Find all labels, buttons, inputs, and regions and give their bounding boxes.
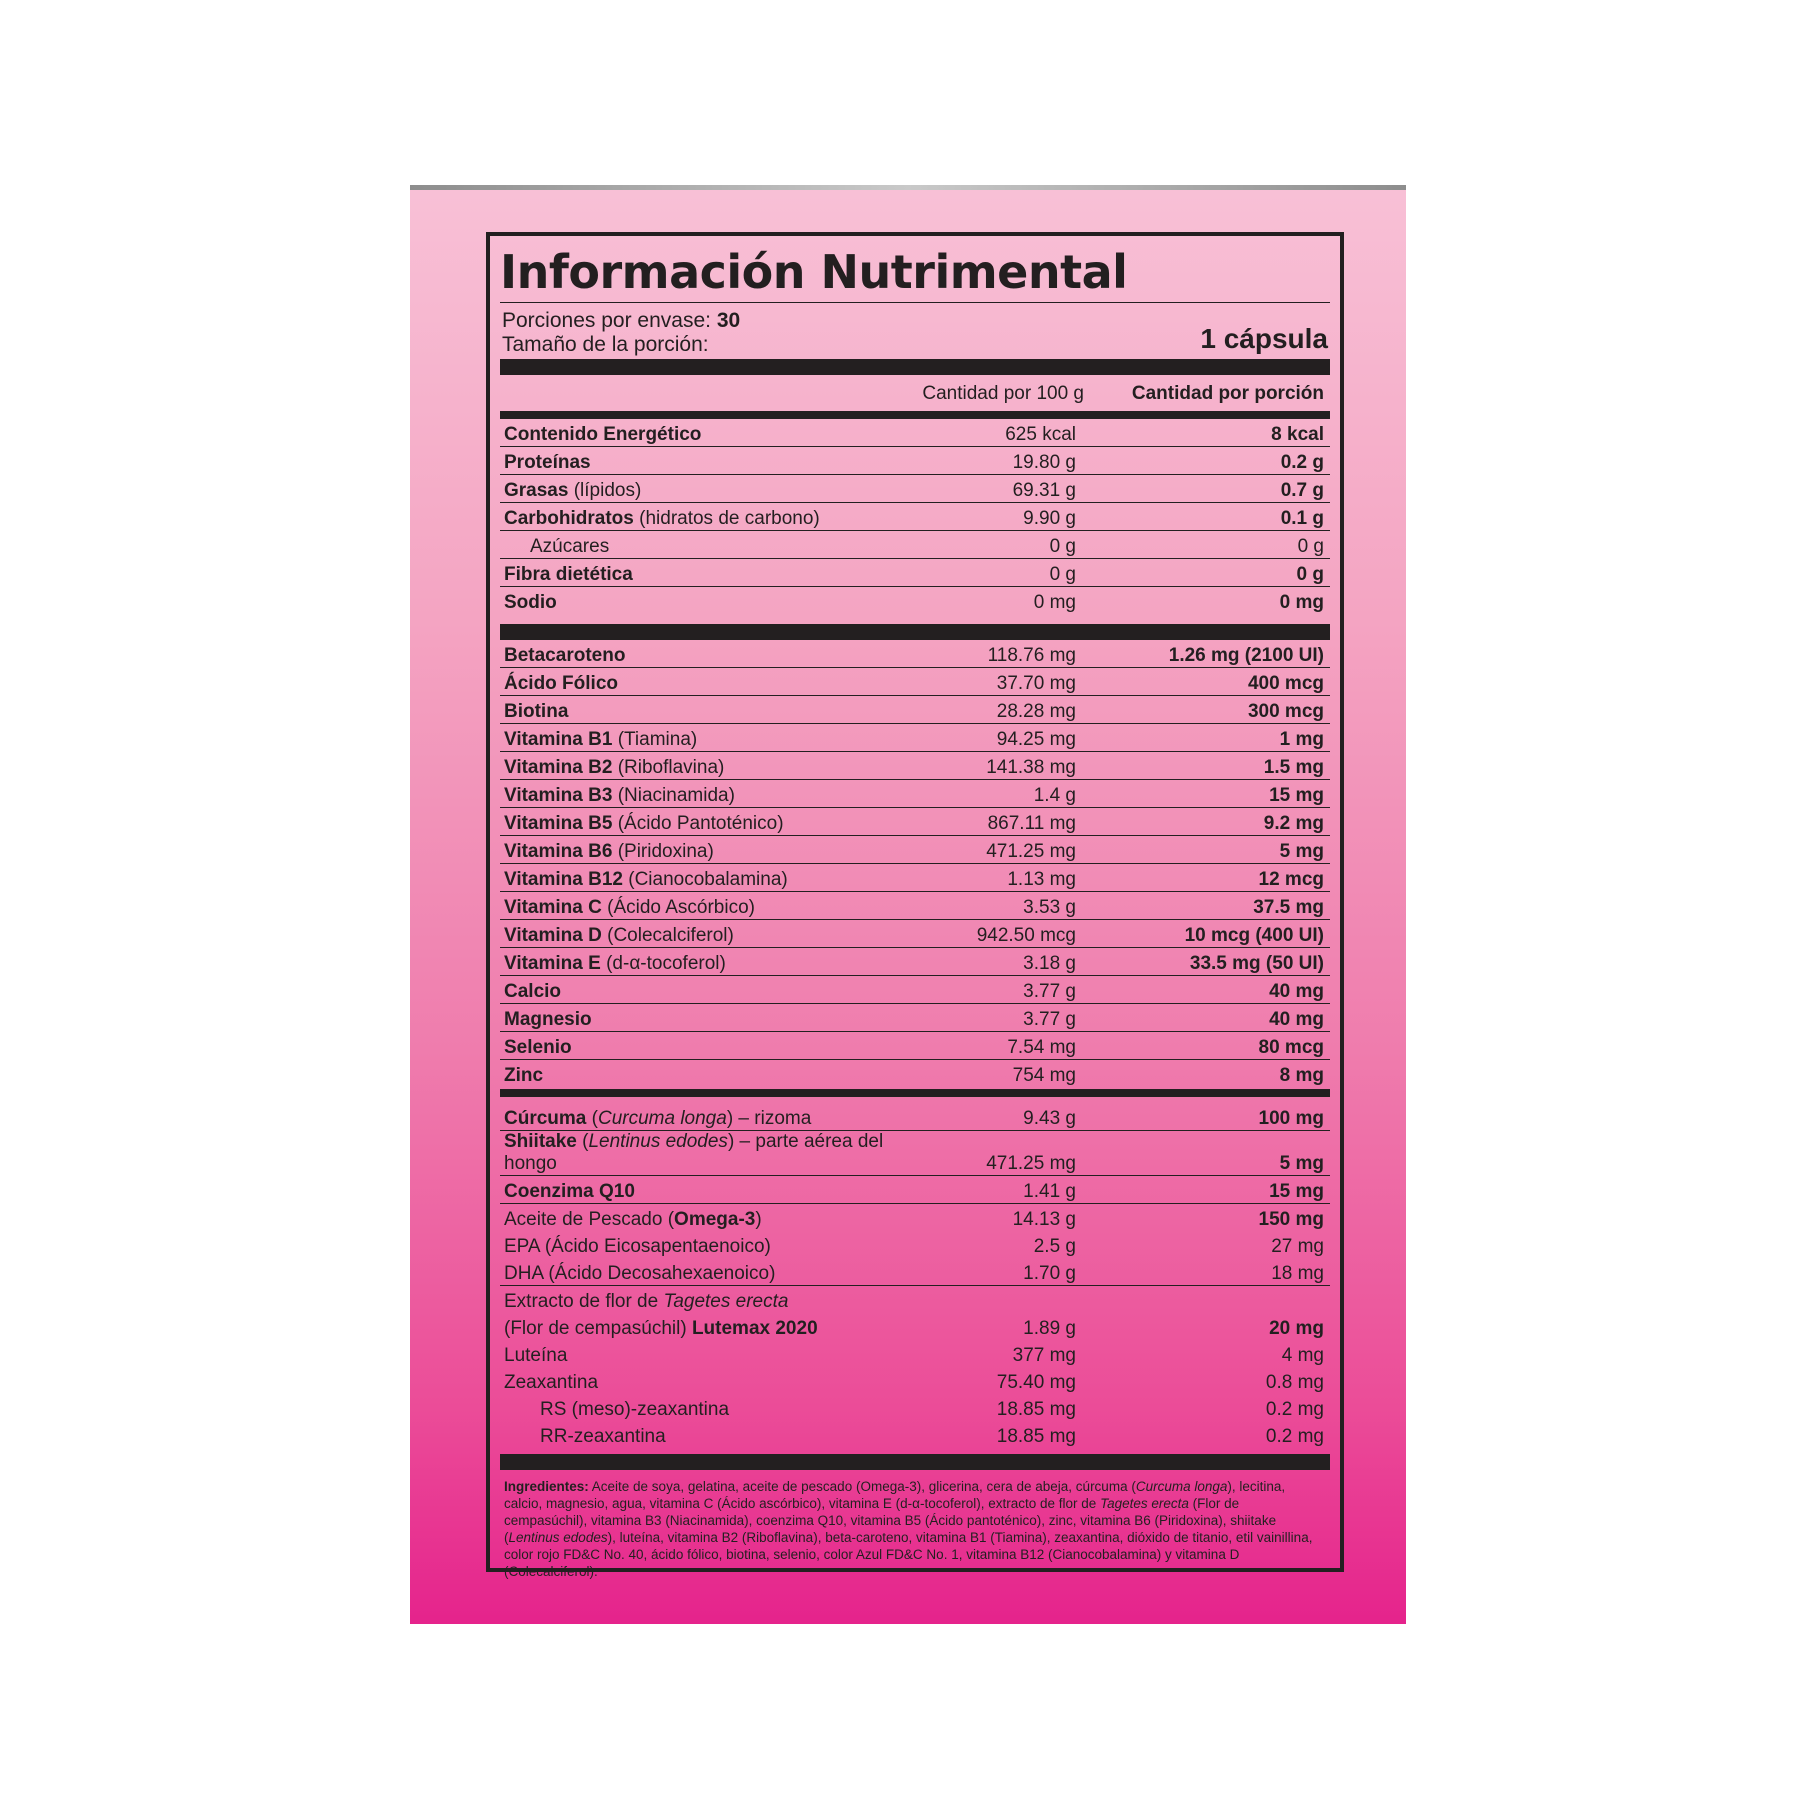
- others-name-cell: [500, 1421, 936, 1448]
- macros-name-cell: [500, 503, 936, 531]
- nutrient-name-bold: Magnesio: [504, 1009, 592, 1030]
- micros-row: [500, 976, 1330, 1004]
- macros-row: [500, 531, 1330, 559]
- micros-serving-cell: 10 mcg (400 UI): [1096, 920, 1330, 948]
- others-per100-cell: 75.40 mg: [996, 1372, 1076, 1393]
- micros-row: [500, 836, 1330, 864]
- column-header-per-100g: Cantidad por 100 g: [922, 383, 1084, 404]
- nutrient-name-detail: (Piridoxina): [612, 841, 714, 862]
- nutrient-name-detail: (Ácido Ascórbico): [601, 897, 755, 918]
- nutrient-name-text: RS (meso)-zeaxantina: [540, 1399, 730, 1420]
- micros-row: [500, 1004, 1330, 1032]
- nutrient-name-bold: Coenzima Q10: [504, 1181, 635, 1202]
- micros-serving-cell: 80 mcg: [1096, 1032, 1330, 1060]
- others-serving-cell: 0.2 mg: [1265, 1426, 1324, 1447]
- macros-name-cell: [500, 587, 936, 615]
- nutrient-name-bold: Betacaroteno: [504, 645, 626, 666]
- nutrient-name-text: Aceite de Pescado (: [504, 1209, 675, 1230]
- micros-serving-cell: 1.5 mg: [1096, 752, 1330, 780]
- nutrient-name-text: Zeaxantina: [504, 1372, 599, 1393]
- others-per100-cell: 18.85 mg: [996, 1399, 1076, 1420]
- micros-serving-cell: 5 mg: [1096, 836, 1330, 864]
- others-serving-cell: 4 mg: [1281, 1345, 1324, 1366]
- others-per100-cell: [936, 1286, 1096, 1314]
- others-per100-cell: 377 mg: [1012, 1345, 1076, 1366]
- nutrient-name-detail: (lípidos): [568, 480, 642, 501]
- thick-divider: [500, 359, 1330, 375]
- others-row: [500, 1103, 1330, 1131]
- nutrient-name-bold: Selenio: [504, 1037, 572, 1058]
- macros-name-cell: [500, 559, 936, 587]
- nutrient-name-bold: Contenido Energético: [504, 424, 702, 445]
- micros-per100-cell: 3.53 g: [936, 892, 1096, 920]
- macros-name-cell: [500, 475, 936, 503]
- others-name-cell: [500, 1286, 936, 1314]
- ingredient-text: ), lecitina, calcio, magnesio, agua, vitamina C (Ácido ascórbico), vitamina E (d-α-tocoferol), extracto de flor de: [504, 1479, 1286, 1511]
- nutrient-name-text: (Flor de cempasúchil): [504, 1318, 692, 1339]
- servings-per-container: [502, 309, 740, 333]
- others-name-cell: [500, 1204, 936, 1232]
- micros-name-cell: [500, 836, 936, 864]
- nutrient-name-text: Extracto de flor de: [504, 1291, 664, 1312]
- micros-serving-cell: 15 mg: [1096, 780, 1330, 808]
- micros-serving-cell: 40 mg: [1096, 1004, 1330, 1032]
- ingredient-italic: Curcuma longa: [1135, 1479, 1228, 1494]
- nutrient-name-bold: Vitamina E: [504, 953, 601, 974]
- micros-row: [500, 724, 1330, 752]
- macros-serving-cell: 8 kcal: [1096, 419, 1330, 447]
- micros-name-cell: [500, 976, 936, 1004]
- micros-row: [500, 696, 1330, 724]
- nutrient-name-text: EPA (Ácido Eicosapentaenoico): [504, 1236, 771, 1257]
- micros-name-cell: [500, 1032, 936, 1060]
- macros-row: [500, 503, 1330, 531]
- micros-name-cell: [500, 892, 936, 920]
- nutrient-name-bold: Lutemax 2020: [691, 1318, 818, 1339]
- others-serving-cell: [1096, 1286, 1330, 1314]
- nutrient-name-italic: Tagetes erecta: [663, 1291, 789, 1312]
- macros-per100-cell: 19.80 g: [936, 447, 1096, 475]
- package-panel: [410, 190, 1406, 1624]
- micros-per100-cell: 471.25 mg: [936, 836, 1096, 864]
- ingredient-italic: Lentinus edodes: [508, 1530, 608, 1545]
- micros-name-cell: [500, 1004, 936, 1032]
- nutrient-name-bold: Omega-3: [674, 1209, 756, 1230]
- nutrient-name-bold: Grasas: [504, 480, 569, 501]
- nutrition-label: [486, 232, 1344, 1579]
- micros-name-cell: [500, 920, 936, 948]
- micros-row: [500, 808, 1330, 836]
- micros-name-cell: [500, 696, 936, 724]
- others-per100-cell: 9.43 g: [936, 1103, 1096, 1131]
- nutrient-name-detail: Azúcares: [530, 536, 610, 557]
- ingredient-text: (Flor de cempasúchil), vitamina B3 (Niacinamida), coenzima Q10, vitamina B5 (Ácido pantoténico), zinc, vitamina B6 (Piridoxina), shiitake (: [504, 1496, 1277, 1545]
- micros-per100-cell: 28.28 mg: [936, 696, 1096, 724]
- micros-name-cell: [500, 808, 936, 836]
- micros-name-cell: [500, 948, 936, 976]
- nutrient-name-tail: ) – rizoma: [726, 1108, 812, 1129]
- ingredients-label: Ingredientes:: [504, 1479, 589, 1494]
- micros-row: [500, 780, 1330, 808]
- nutrient-name-bold: Carbohidratos: [504, 508, 634, 529]
- micros-row: [500, 1032, 1330, 1060]
- nutrient-name-bold: Proteínas: [504, 452, 591, 473]
- macros-row: [500, 419, 1330, 447]
- others-serving-cell: 20 mg: [1269, 1318, 1324, 1339]
- nutrient-name-detail: (: [586, 1108, 598, 1129]
- medium-divider: [500, 1089, 1330, 1097]
- nutrient-name-bold: Vitamina B12: [504, 869, 623, 890]
- nutrition-label-content: [500, 236, 1330, 1580]
- others-serving-cell: 0.8 mg: [1265, 1372, 1324, 1393]
- others-name-cell: [500, 1103, 936, 1131]
- nutrient-name-bold: Sodio: [504, 592, 557, 613]
- macros-per100-cell: 0 mg: [1033, 592, 1076, 613]
- nutrient-name-detail: (Riboflavina): [612, 757, 725, 778]
- micros-row: [500, 892, 1330, 920]
- macros-serving-cell: 0 mg: [1279, 592, 1324, 613]
- ingredient-text: ), luteína, vitamina B2 (Riboflavina), beta-caroteno, vitamina B1 (Tiamina), zeaxantina, dióxido de titanio, etil vainillina, color rojo FD&C No. 40, ácido fólico, biotina, selenio, color Azul FD&C No. 1, vitamina B12 (Cianocobalamina) y vitamina D (Colecalciferol).: [504, 1530, 1313, 1579]
- micros-name-cell: [500, 640, 936, 668]
- macros-serving-cell: 0.2 g: [1096, 447, 1330, 475]
- servings-info: [500, 303, 1330, 359]
- others-row: [500, 1231, 1330, 1258]
- serving-size-label: Tamaño de la porción:: [502, 333, 709, 356]
- thick-divider: [500, 1454, 1330, 1470]
- nutrient-name-bold: Vitamina B2: [504, 757, 613, 778]
- nutrient-name-detail: (Ácido Pantoténico): [612, 813, 784, 834]
- ingredients-text: [500, 1470, 1330, 1580]
- micros-per100-cell: 754 mg: [1012, 1065, 1076, 1086]
- micros-row: [500, 752, 1330, 780]
- others-row: [500, 1421, 1330, 1448]
- others-row: [500, 1394, 1330, 1421]
- macros-row: [500, 559, 1330, 587]
- macros-per100-cell: 9.90 g: [936, 503, 1096, 531]
- others-row: [500, 1340, 1330, 1367]
- others-row: [500, 1367, 1330, 1394]
- micros-per100-cell: 118.76 mg: [936, 640, 1096, 668]
- macros-row: [500, 587, 1330, 615]
- serving-size-value: 1 cápsula: [1200, 323, 1328, 354]
- micros-per100-cell: 7.54 mg: [936, 1032, 1096, 1060]
- others-row: [500, 1313, 1330, 1340]
- macros-serving-cell: 0 g: [1096, 531, 1330, 559]
- others-serving-cell: 100 mg: [1096, 1103, 1330, 1131]
- macros-serving-cell: 0.1 g: [1096, 503, 1330, 531]
- nutrient-name-bold: Vitamina B5: [504, 813, 613, 834]
- micros-per100-cell: 141.38 mg: [936, 752, 1096, 780]
- micros-per100-cell: 3.18 g: [936, 948, 1096, 976]
- others-per100-cell: 1.89 g: [1023, 1318, 1076, 1339]
- nutrient-name-detail: (hidratos de carbono): [633, 508, 820, 529]
- micros-per100-cell: 3.77 g: [936, 976, 1096, 1004]
- others-per100-cell: 1.41 g: [936, 1176, 1096, 1204]
- nutrient-name-italic: Lentinus edodes: [588, 1131, 728, 1152]
- others-name-cell: [500, 1176, 936, 1204]
- macros-per100-cell: 0 g: [936, 531, 1096, 559]
- others-name-cell: [500, 1313, 936, 1340]
- others-table: [500, 1103, 1330, 1448]
- micros-per100-cell: 3.77 g: [936, 1004, 1096, 1032]
- nutrient-name-bold: Zinc: [504, 1065, 544, 1086]
- nutrient-name-detail: (d-α-tocoferol): [600, 953, 726, 974]
- others-serving-cell: 18 mg: [1096, 1258, 1330, 1286]
- others-serving-cell: 27 mg: [1271, 1236, 1324, 1257]
- column-header-per-serving: Cantidad por porción: [1131, 383, 1324, 404]
- nutrient-name-bold: Cúrcuma: [504, 1108, 587, 1129]
- servings-per-container-label: Porciones por envase:: [502, 309, 711, 332]
- micros-row: [500, 640, 1330, 668]
- nutrient-name-detail: (: [576, 1131, 589, 1152]
- nutrient-name-detail: ): [755, 1209, 762, 1230]
- macros-serving-cell: 0.7 g: [1096, 475, 1330, 503]
- others-row: [500, 1286, 1330, 1314]
- micros-row: [500, 668, 1330, 696]
- others-row: [500, 1204, 1330, 1232]
- macros-per100-cell: 69.31 g: [936, 475, 1096, 503]
- others-name-cell: [500, 1258, 936, 1286]
- nutrient-name-bold: Fibra dietética: [504, 564, 633, 585]
- others-name-cell: [500, 1367, 936, 1394]
- macros-row: [500, 447, 1330, 475]
- macros-per100-cell: 0 g: [936, 559, 1096, 587]
- others-per100-cell: 18.85 mg: [996, 1426, 1076, 1447]
- nutrient-name-bold: Vitamina C: [504, 897, 602, 918]
- others-name-cell: [500, 1231, 936, 1258]
- nutrient-name-bold: Ácido Fólico: [504, 673, 618, 694]
- others-row: [500, 1131, 1330, 1176]
- micros-row: [500, 948, 1330, 976]
- others-per100-cell: 2.5 g: [1033, 1236, 1076, 1257]
- macros-name-cell: [500, 419, 936, 447]
- nutrient-name-bold: Biotina: [504, 701, 569, 722]
- nutrient-name-bold: Vitamina B3: [504, 785, 613, 806]
- micros-row: [500, 1060, 1330, 1088]
- column-headers: [500, 375, 1330, 411]
- micros-name-cell: [500, 780, 936, 808]
- micros-per100-cell: 94.25 mg: [936, 724, 1096, 752]
- micros-serving-cell: 37.5 mg: [1096, 892, 1330, 920]
- micros-serving-cell: 40 mg: [1096, 976, 1330, 1004]
- others-serving-cell: 0.2 mg: [1265, 1399, 1324, 1420]
- micros-serving-cell: 8 mg: [1279, 1065, 1324, 1086]
- micros-per100-cell: 867.11 mg: [936, 808, 1096, 836]
- micros-serving-cell: 300 mcg: [1096, 696, 1330, 724]
- others-name-cell: [500, 1340, 936, 1367]
- nutrient-name-text: RR-zeaxantina: [540, 1426, 666, 1447]
- nutrient-name-detail: (Colecalciferol): [601, 925, 734, 946]
- others-per100-cell: 14.13 g: [1012, 1209, 1076, 1230]
- micros-serving-cell: 1.26 mg (2100 UI): [1096, 640, 1330, 668]
- nutrient-name-bold: Calcio: [504, 981, 562, 1002]
- nutrient-name-detail: (Cianocobalamina): [622, 869, 788, 890]
- nutrient-name-text: DHA (Ácido Decosahexaenoico): [504, 1263, 776, 1284]
- nutrient-name-italic: Curcuma longa: [597, 1108, 727, 1129]
- others-serving-cell: 5 mg: [1096, 1131, 1330, 1176]
- thick-divider: [500, 624, 1330, 640]
- micros-per100-cell: 1.13 mg: [936, 864, 1096, 892]
- nutrient-name-bold: Shiitake: [504, 1131, 577, 1152]
- micros-row: [500, 920, 1330, 948]
- others-row: [500, 1176, 1330, 1204]
- nutrient-name-bold: Vitamina B6: [504, 841, 613, 862]
- label-title: Información Nutrimental: [500, 236, 1330, 303]
- micros-serving-cell: 1 mg: [1096, 724, 1330, 752]
- macros-serving-cell: 0 g: [1096, 559, 1330, 587]
- micros-serving-cell: 9.2 mg: [1096, 808, 1330, 836]
- nutrient-name-text: Luteína: [504, 1345, 568, 1366]
- micros-per100-cell: 37.70 mg: [936, 668, 1096, 696]
- micros-table: [500, 640, 1330, 1087]
- micros-row: [500, 864, 1330, 892]
- micros-name-cell: [500, 724, 936, 752]
- nutrient-name-tail: ) – parte aérea del hongo: [504, 1131, 884, 1174]
- micros-per100-cell: 942.50 mcg: [936, 920, 1096, 948]
- nutrient-name-bold: Vitamina D: [504, 925, 602, 946]
- micros-serving-cell: 33.5 mg (50 UI): [1096, 948, 1330, 976]
- others-serving-cell: 150 mg: [1258, 1209, 1324, 1230]
- servings-per-container-value: 30: [716, 309, 741, 332]
- others-name-cell: [500, 1394, 936, 1421]
- nutrient-name-detail: (Niacinamida): [612, 785, 735, 806]
- micros-serving-cell: 400 mcg: [1096, 668, 1330, 696]
- macros-row: [500, 475, 1330, 503]
- others-per100-cell: 471.25 mg: [936, 1131, 1096, 1176]
- medium-divider: [500, 411, 1330, 419]
- nutrient-name-detail: (Tiamina): [612, 729, 698, 750]
- others-row: [500, 1258, 1330, 1286]
- micros-name-cell: [500, 668, 936, 696]
- macros-name-cell: [500, 447, 936, 475]
- macros-name-cell: [500, 531, 936, 559]
- micros-name-cell: [500, 1060, 936, 1088]
- others-per100-cell: 1.70 g: [936, 1258, 1096, 1286]
- micros-name-cell: [500, 752, 936, 780]
- micros-name-cell: [500, 864, 936, 892]
- macros-table: [500, 419, 1330, 614]
- others-name-cell: [500, 1131, 936, 1176]
- micros-serving-cell: 12 mcg: [1096, 864, 1330, 892]
- macros-per100-cell: 625 kcal: [936, 419, 1096, 447]
- micros-per100-cell: 1.4 g: [936, 780, 1096, 808]
- nutrient-name-bold: Vitamina B1: [504, 729, 613, 750]
- ingredient-text: Aceite de soya, gelatina, aceite de pescado (Omega-3), glicerina, cera de abeja, cúrcuma (: [588, 1479, 1136, 1494]
- ingredient-italic: Tagetes erecta: [1100, 1496, 1189, 1511]
- others-serving-cell: 15 mg: [1096, 1176, 1330, 1204]
